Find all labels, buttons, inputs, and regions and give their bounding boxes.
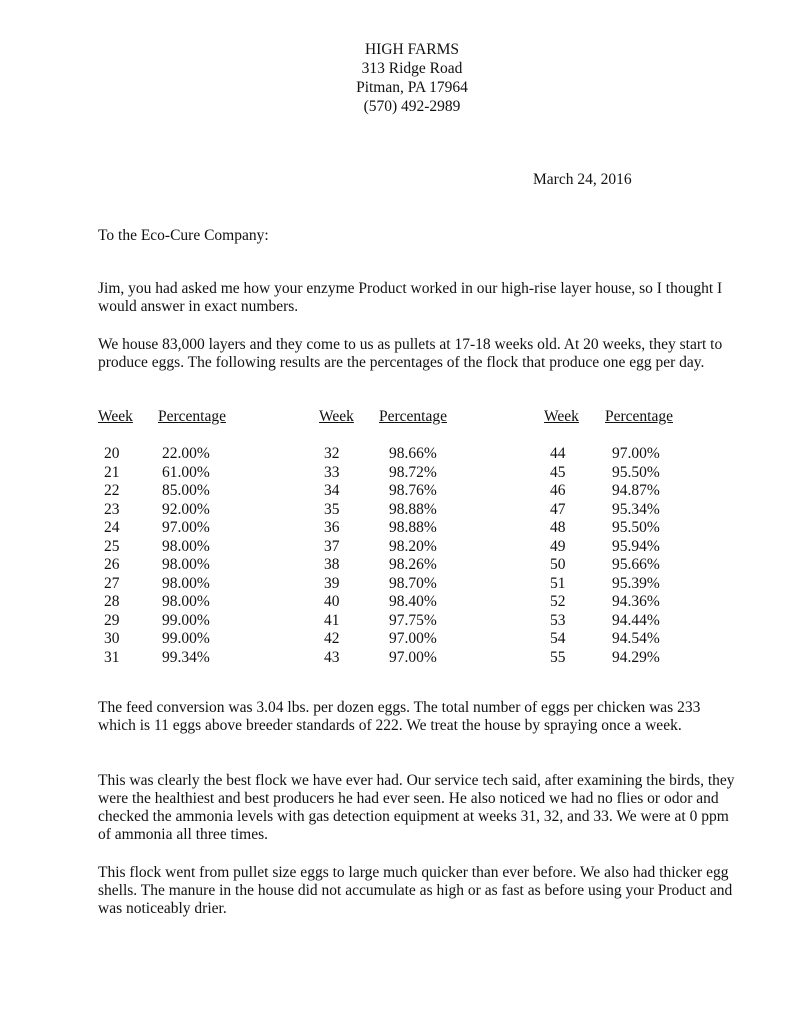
week-cell: 37 xyxy=(324,537,340,555)
week-cell: 26 xyxy=(104,556,120,573)
week-cell: 36 xyxy=(324,519,340,536)
week-cell: 20 xyxy=(104,445,120,462)
percentage-cell: 94.54% xyxy=(612,630,660,647)
percentage-cell: 95.50% xyxy=(612,463,660,481)
week-cell: 55 xyxy=(550,648,566,666)
week-cell: 38 xyxy=(324,556,340,573)
week-cell: 44 xyxy=(550,445,566,462)
week-cell: 54 xyxy=(550,630,566,647)
percentage-cell: 22.00% xyxy=(162,445,210,462)
week-cell: 39 xyxy=(324,574,340,592)
paragraph-flock: We house 83,000 layers and they come to us as pullets at 17-18 weeks old. At 20 weeks, they start to produce eggs. The following results are the percentages of the flock that produce one egg per day. xyxy=(98,336,723,371)
percentage-cell: 97.75% xyxy=(389,611,437,629)
percentage-cell: 98.70% xyxy=(389,574,437,592)
week-cell: 30 xyxy=(104,630,120,647)
letter-date: March 24, 2016 xyxy=(533,171,632,188)
week-header: Week xyxy=(544,408,579,425)
paragraph-intro: Jim, you had asked me how your enzyme Product worked in our high-rise layer house, so I thought I would answer in exact numbers. xyxy=(98,280,723,315)
percentage-cell: 98.88% xyxy=(389,519,437,536)
percentage-cell: 94.44% xyxy=(612,611,660,629)
week-cell: 28 xyxy=(104,593,120,610)
percentage-header: Percentage xyxy=(379,408,447,425)
week-cell: 53 xyxy=(550,611,566,629)
week-cell: 45 xyxy=(550,463,566,481)
percentage-cell: 95.34% xyxy=(612,500,660,518)
percentage-cell: 99.34% xyxy=(162,648,210,666)
week-cell: 42 xyxy=(324,630,340,647)
week-cell: 35 xyxy=(324,500,340,518)
week-cell: 21 xyxy=(104,463,120,481)
percentage-cell: 94.29% xyxy=(612,648,660,666)
percentage-cell: 97.00% xyxy=(612,445,660,462)
paragraph-best-flock: This was clearly the best flock we have ever had. Our service tech said, after examining the birds, they were the healthiest and best producers he had ever seen. He also noticed we had no flies or odor and checked the ammonia levels with gas detection equipment at weeks 31, 32, and 33. We were at 0 ppm of ammonia all three times. xyxy=(98,772,735,843)
week-cell: 34 xyxy=(324,482,340,499)
paragraph-egg-size: This flock went from pullet size eggs to large much quicker than ever before. We also had thicker egg shells. The manure in the house did not accumulate as high or as fast as before using your Product and was noticeably drier. xyxy=(98,864,733,917)
company-street: 313 Ridge Road xyxy=(361,60,463,77)
percentage-cell: 97.00% xyxy=(389,648,437,666)
week-cell: 49 xyxy=(550,537,566,555)
percentage-cell: 95.39% xyxy=(612,574,660,592)
letterhead xyxy=(0,40,800,116)
week-cell: 40 xyxy=(324,593,340,610)
percentage-cell: 95.66% xyxy=(612,556,660,573)
week-cell: 25 xyxy=(104,537,120,555)
percentage-header: Percentage xyxy=(158,408,226,425)
percentage-cell: 61.00% xyxy=(162,463,210,481)
week-cell: 41 xyxy=(324,611,340,629)
percentage-cell: 98.00% xyxy=(162,556,210,573)
week-cell: 51 xyxy=(550,574,566,592)
week-cell: 52 xyxy=(550,593,566,610)
company-phone: (570) 492-2989 xyxy=(363,98,461,115)
week-cell: 24 xyxy=(104,519,120,536)
week-cell: 23 xyxy=(104,500,120,518)
percentage-header: Percentage xyxy=(605,408,673,425)
percentage-cell: 98.20% xyxy=(389,537,437,555)
percentage-cell: 94.87% xyxy=(612,482,660,499)
percentage-cell: 94.36% xyxy=(612,593,660,610)
percentage-cell: 95.50% xyxy=(612,519,660,536)
salutation: To the Eco-Cure Company: xyxy=(98,227,269,244)
percentage-cell: 92.00% xyxy=(162,500,210,518)
percentage-cell: 97.00% xyxy=(389,630,437,647)
company-name: HIGH FARMS xyxy=(364,41,460,58)
percentage-cell: 98.26% xyxy=(389,556,437,573)
percentage-cell: 85.00% xyxy=(162,482,210,499)
week-cell: 43 xyxy=(324,648,340,666)
week-cell: 46 xyxy=(550,482,566,499)
percentage-cell: 98.00% xyxy=(162,574,210,592)
company-city: Pitman, PA 17964 xyxy=(356,79,468,96)
percentage-cell: 95.94% xyxy=(612,537,660,555)
percentage-cell: 98.72% xyxy=(389,463,437,481)
percentage-cell: 98.00% xyxy=(162,593,210,610)
week-cell: 31 xyxy=(104,648,120,666)
percentage-cell: 98.88% xyxy=(389,500,437,518)
week-cell: 33 xyxy=(324,463,340,481)
week-cell: 32 xyxy=(324,445,340,462)
percentage-cell: 97.00% xyxy=(162,519,210,536)
week-header: Week xyxy=(319,408,354,425)
percentage-cell: 98.66% xyxy=(389,445,437,462)
percentage-cell: 98.76% xyxy=(389,482,437,499)
week-cell: 47 xyxy=(550,500,566,518)
percentage-cell: 98.00% xyxy=(162,537,210,555)
percentage-cell: 99.00% xyxy=(162,630,210,647)
week-cell: 29 xyxy=(104,611,120,629)
week-cell: 22 xyxy=(104,482,120,499)
paragraph-feed-conversion: The feed conversion was 3.04 lbs. per dozen eggs. The total number of eggs per chicken was 233 which is 11 eggs above breeder standards of 222. We treat the house by spraying once a week. xyxy=(98,699,701,734)
percentage-cell: 99.00% xyxy=(162,611,210,629)
percentage-cell: 98.40% xyxy=(389,593,437,610)
week-cell: 50 xyxy=(550,556,566,573)
week-cell: 48 xyxy=(550,519,566,536)
week-cell: 27 xyxy=(104,574,120,592)
week-header: Week xyxy=(98,408,133,425)
